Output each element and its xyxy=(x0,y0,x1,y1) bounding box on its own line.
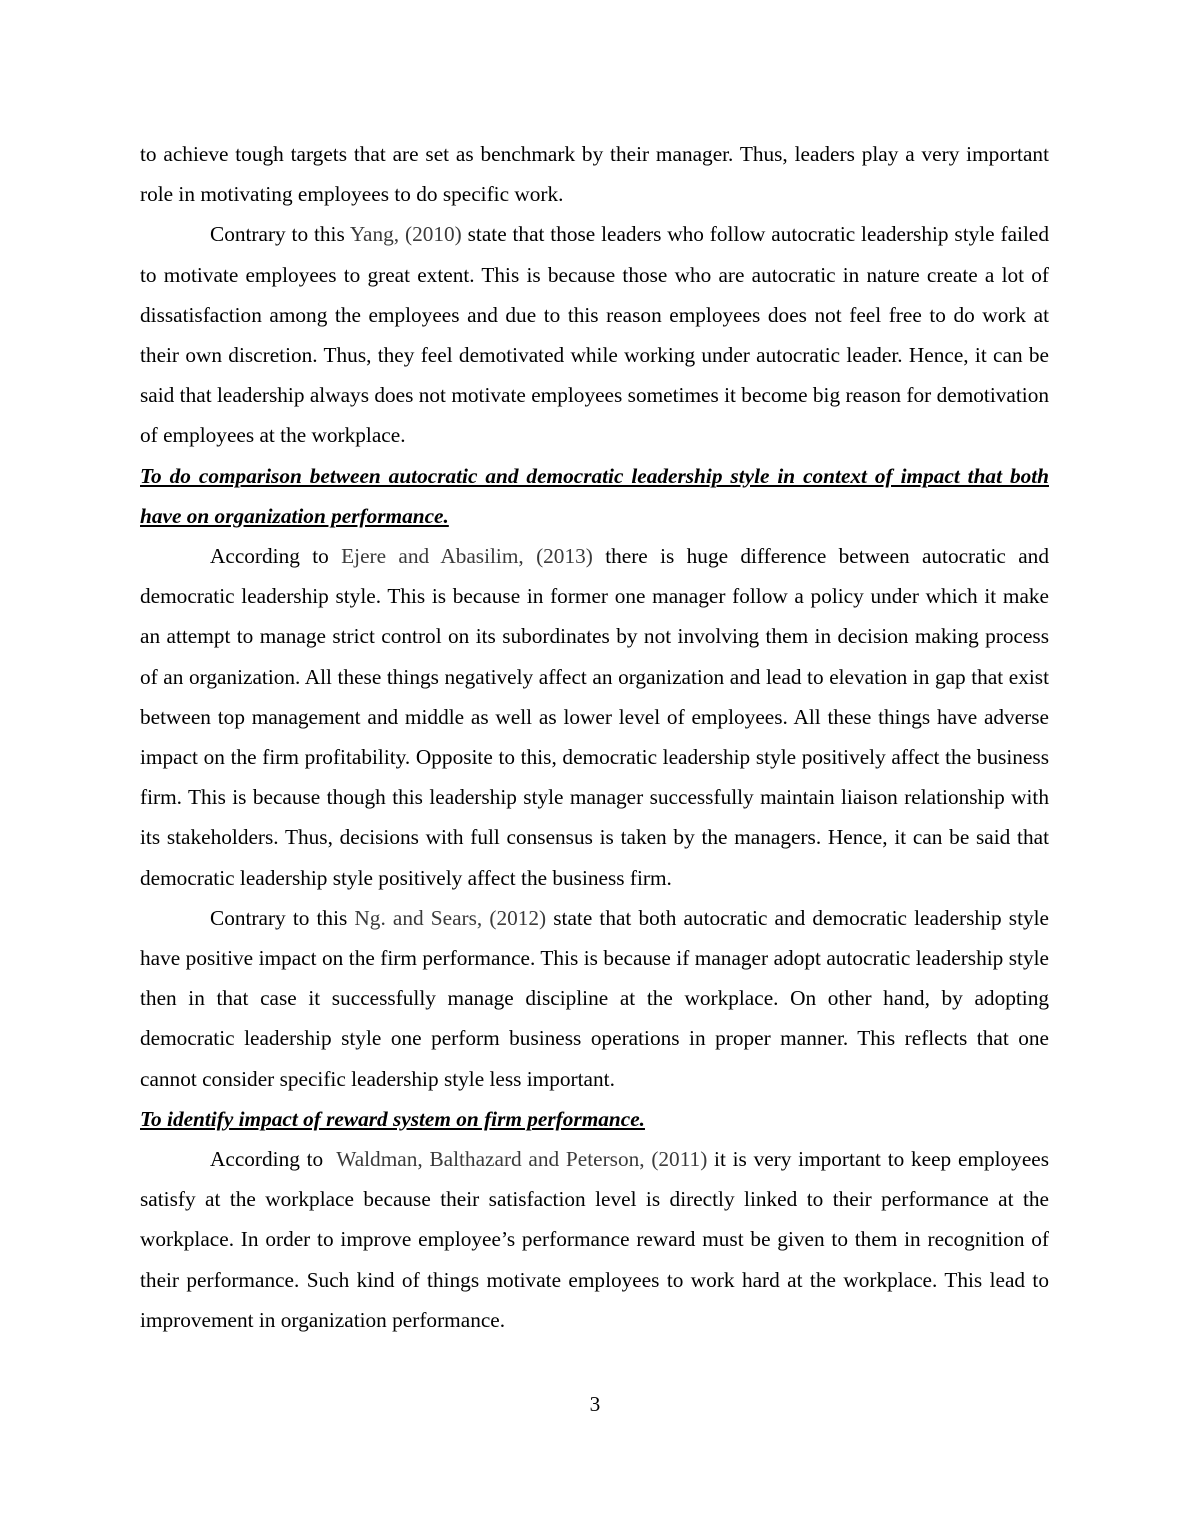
citation-waldman: Waldman, Balthazard and Peterson, (2011) xyxy=(336,1147,708,1172)
paragraph-2-lead: Contrary to this xyxy=(210,222,350,247)
paragraph-3-lead: According to xyxy=(210,544,342,569)
paragraph-4-body: state that both autocratic and democratic leadership style have positive impact on the firm performance. This is because if manager adopt autocratic leadership style then in that case it successfully manage discipline at the workplace. On other hand, by adopting democratic leadership style one perform business operations in proper manner. This reflects that one cannot consider specific leadership style less important. xyxy=(140,905,1049,1091)
section-heading-comparison: To do comparison between autocratic and democratic leadership style in context of impact that both have on organization performance. xyxy=(140,463,1049,528)
paragraph-5-lead: According to xyxy=(210,1147,337,1172)
paragraph-2 xyxy=(140,214,1049,455)
citation-yang: Yang, (2010) xyxy=(349,222,462,247)
citation-ejere: Ejere and Abasilim, (2013) xyxy=(341,544,593,569)
citation-ng-sears: Ng. and Sears, (2012) xyxy=(354,905,547,930)
paragraph-4-lead: Contrary to this xyxy=(210,905,355,930)
section-heading-reward: To identify impact of reward system on firm performance. xyxy=(140,1106,645,1131)
paragraph-1: to achieve tough targets that are set as benchmark by their manager. Thus, leaders play a very important role in motivating employees to do specific work. xyxy=(140,142,1049,207)
paragraph-5 xyxy=(140,1139,1049,1340)
page-number: 3 xyxy=(589,1392,601,1416)
paragraph-2-body: state that those leaders who follow autocratic leadership style failed to motivate employees to great extent. This is because those who are autocratic in nature create a lot of dissatisfaction among the employees and due to this reason employees does not feel free to do work at their own discretion. Thus, they feel demotivated while working under autocratic leader. Hence, it can be said that leadership always does not motivate employees sometimes it become big reason for demotivation of employees at the workplace. xyxy=(140,222,1049,448)
document-body xyxy=(140,134,1049,1340)
paragraph-3 xyxy=(140,536,1049,898)
paragraph-4 xyxy=(140,898,1049,1099)
paragraph-3-body: there is huge difference between autocratic and democratic leadership style. This is because in former one manager follow a policy under which it make an attempt to manage strict control on its subordinates by not involving them in decision making process of an organization. All these things negatively affect an organization and lead to elevation in gap that exist between top management and middle as well as lower level of employees. All these things have adverse impact on the firm profitability. Opposite to this, democratic leadership style positively affect the business firm. This is because though this leadership style manager successfully maintain liaison relationship with its stakeholders. Thus, decisions with full consensus is taken by the managers. Hence, it can be said that democratic leadership style positively affect the business firm. xyxy=(140,544,1049,890)
paragraph-5-body: it is very important to keep employees satisfy at the workplace because their satisfaction level is directly linked to their performance at the workplace. In order to improve employee’s performance reward must be given to them in recognition of their performance. Such kind of things motivate employees to work hard at the workplace. This lead to improvement in organization performance. xyxy=(140,1147,1050,1332)
